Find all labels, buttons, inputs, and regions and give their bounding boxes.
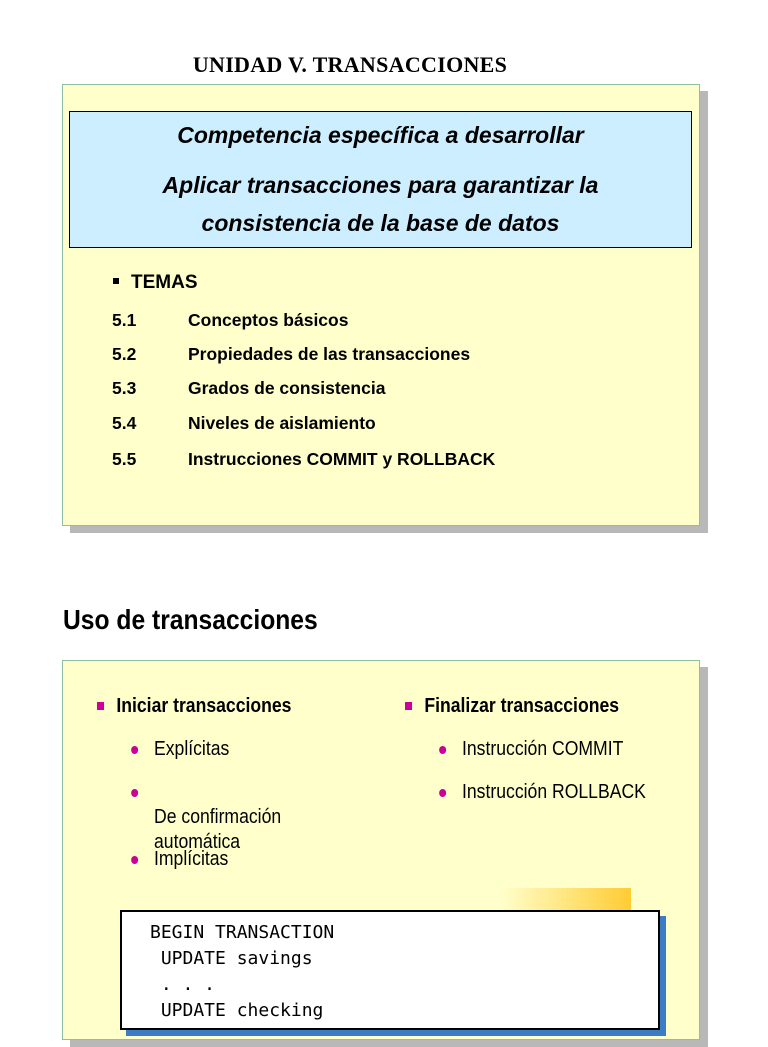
dot-bullet-icon [439,746,446,754]
topic-number: 5.1 [112,310,137,330]
end-transactions-heading [405,695,619,718]
topic-number: 5.3 [112,378,137,398]
list-item-label: Explícitas [154,738,230,760]
list-item-label: De confirmación automática [154,806,282,853]
square-bullet-icon [97,702,104,710]
topic-label: Niveles de aislamiento [188,413,376,433]
topic-number: 5.2 [112,344,137,364]
unit-title: UNIDAD V. TRANSACCIONES [192,52,508,77]
topic-number: 5.5 [112,449,137,469]
dot-bullet-icon [131,746,138,754]
list-item [462,737,623,762]
topic-item [112,449,495,470]
code-line: . . . [150,974,216,995]
competence-box [69,111,692,248]
square-bullet-icon [405,702,412,710]
code-line: BEGIN TRANSACTION [150,922,335,943]
topic-item [112,344,470,365]
code-sample [120,910,660,1030]
code-line: UPDATE savings [150,948,313,969]
topic-item [112,413,376,434]
topic-label: Propiedades de las transacciones [188,344,471,364]
dot-bullet-icon [439,789,446,797]
competence-text: Aplicar transacciones para garantizar la consistencia de la base de datos [162,172,599,236]
topic-label: Conceptos básicos [188,310,349,330]
topic-item [112,378,385,399]
dot-bullet-icon [131,856,138,864]
dot-bullet-icon [131,789,138,797]
topics-label: TEMAS [131,272,198,293]
topic-label: Instrucciones COMMIT y ROLLBACK [188,449,496,469]
list-item [154,737,229,762]
decorative-gradient-bar [500,888,631,912]
list-item-label: Instrucción ROLLBACK [462,781,646,803]
topic-number: 5.4 [112,413,137,433]
heading-label: Finalizar transacciones [424,695,620,717]
square-bullet-icon [113,278,119,284]
heading-label: Iniciar transacciones [116,695,292,717]
topic-item [112,310,348,331]
list-item [154,780,281,855]
list-item [462,780,646,805]
start-transactions-heading [97,695,291,718]
section-title: Uso de transacciones [63,604,318,635]
list-item-label: Implícitas [154,848,229,870]
list-item [154,847,228,872]
code-line: UPDATE checking [150,1000,324,1021]
list-item-label: Instrucción COMMIT [462,738,624,760]
topic-label: Grados de consistencia [188,378,386,398]
competence-title: Competencia específica a desarrollar [177,122,584,148]
topics-heading [113,272,198,294]
